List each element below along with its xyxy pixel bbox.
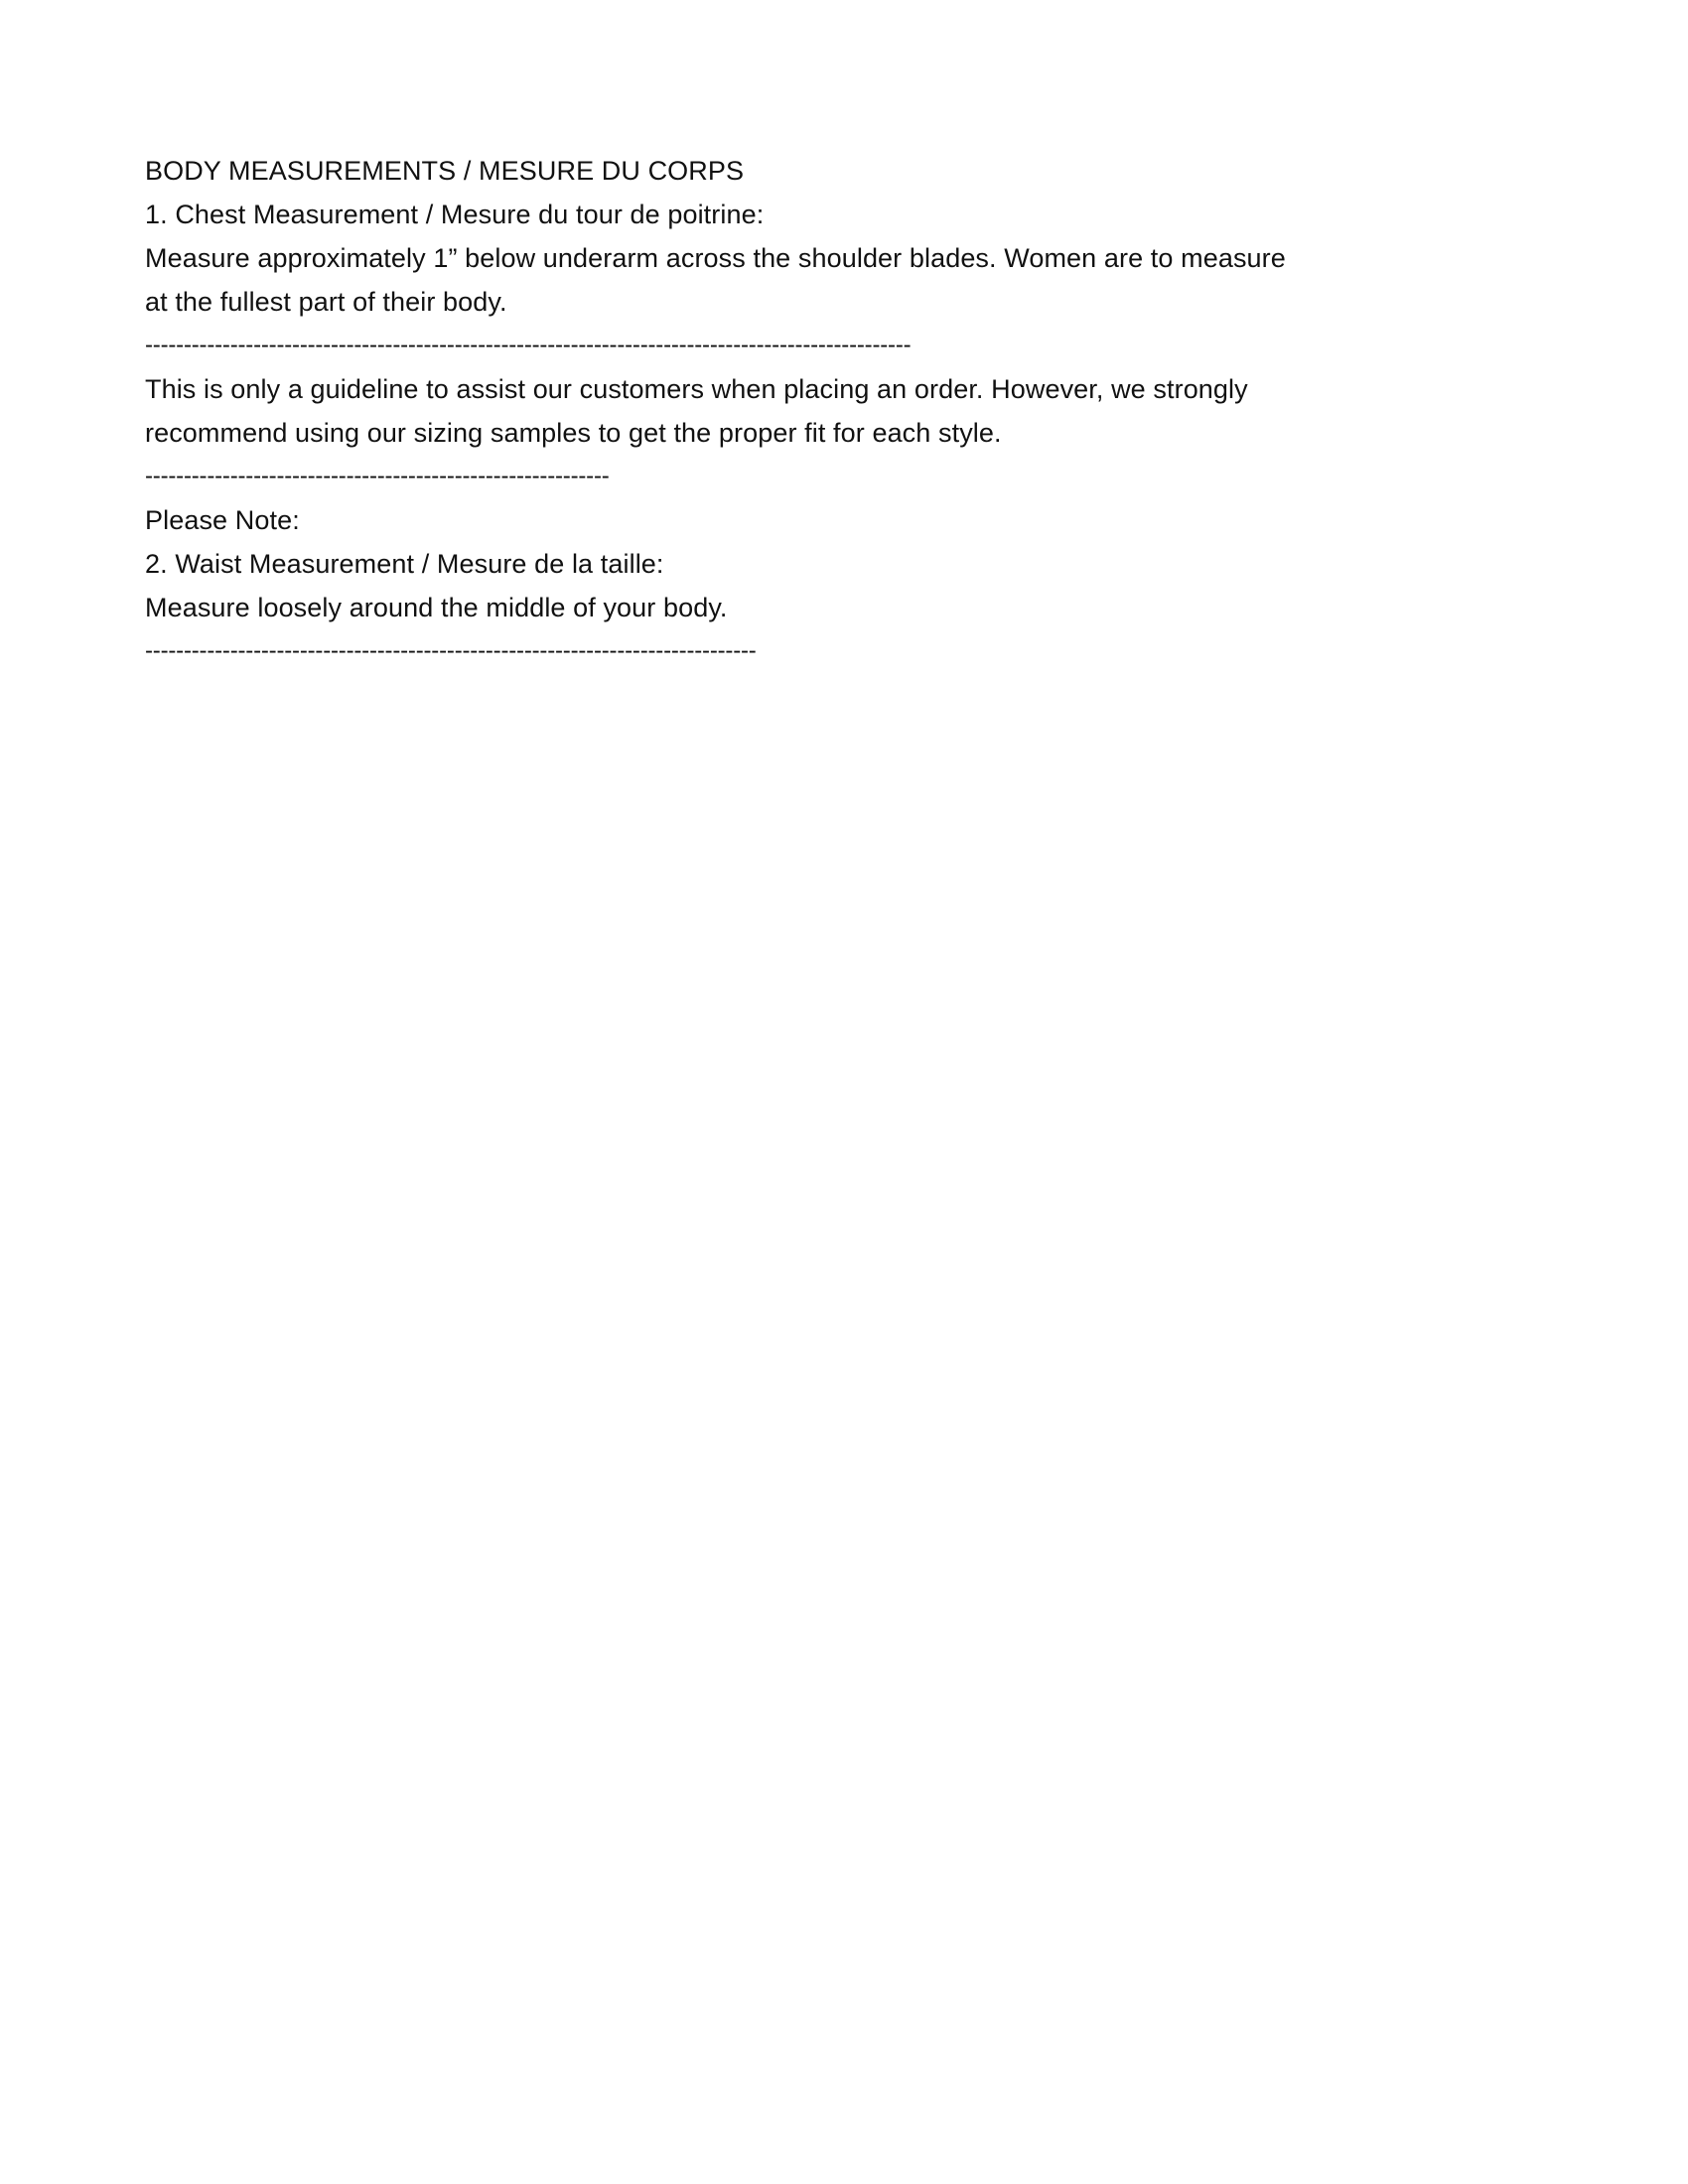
divider-2: ------------------------------------------------------------ (145, 463, 610, 489)
document-heading: BODY MEASUREMENTS / MESURE DU CORPS (145, 156, 745, 186)
guideline-note: This is only a guideline to assist our customers when placing an order. However, we strongly recommend using our sizing samples to get the proper fit for each style. (145, 374, 1248, 448)
chest-measurement-body: Measure approximately 1” below underarm across the shoulder blades. Women are to measure at the fullest part of their body. (145, 243, 1286, 317)
divider-1: --------------------------------------------------------------------------------------------------- (145, 332, 912, 358)
waist-measurement-body: Measure loosely around the middle of your body. (145, 593, 728, 622)
please-note-label: Please Note: (145, 505, 300, 535)
divider-3: ------------------------------------------------------------------------------- (145, 637, 757, 664)
chest-measurement-heading: 1. Chest Measurement / Mesure du tour de poitrine: (145, 200, 765, 229)
waist-measurement-heading: 2. Waist Measurement / Mesure de la taille: (145, 549, 664, 579)
document-content (145, 149, 1297, 673)
